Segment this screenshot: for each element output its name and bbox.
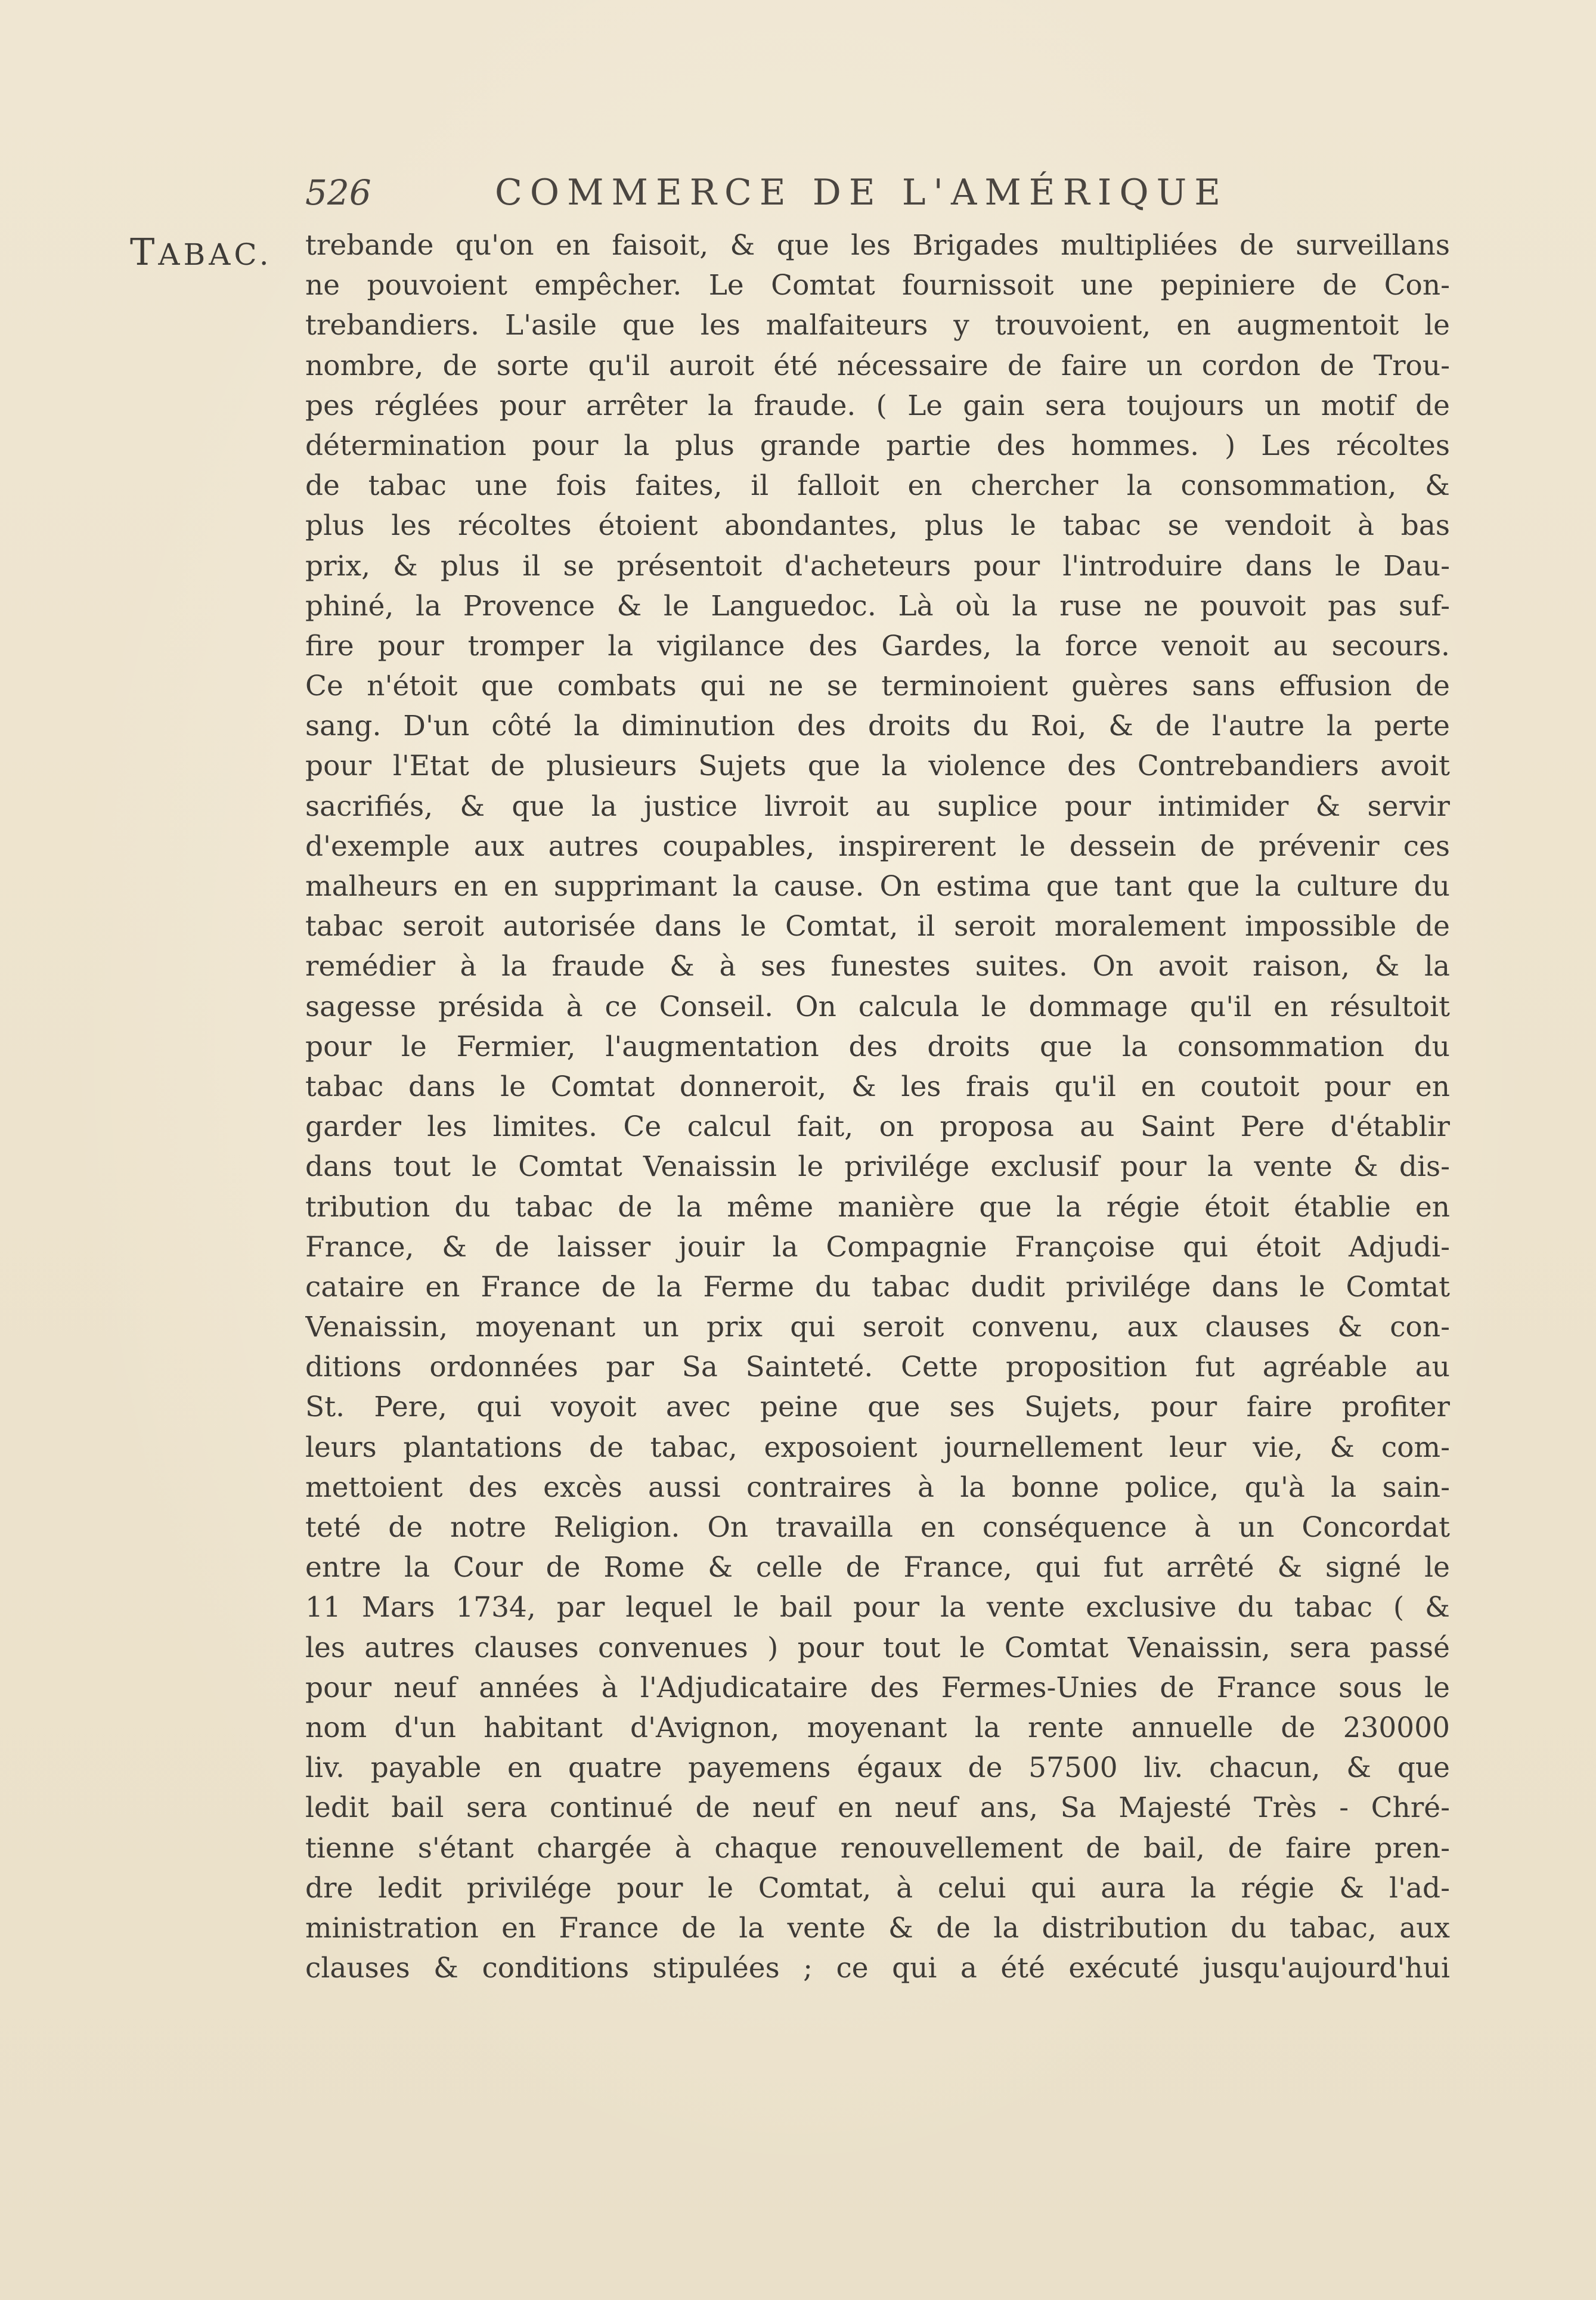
text-line: ministration en France de la vente & de la distribution du tabac, aux [305, 1911, 1450, 1945]
text-line: cataire en France de la Ferme du tabac dudit privilége dans le Comtat [305, 1270, 1450, 1304]
text-line: phiné, la Provence & le Languedoc. Là où la ruse ne pouvoit pas suf- [305, 589, 1450, 623]
text-line: prix, & plus il se présentoit d'acheteurs pour l'introduire dans le Dau- [305, 549, 1450, 583]
text-line: tienne s'étant chargée à chaque renouvellement de bail, de faire pren- [305, 1831, 1450, 1865]
text-line: trebandiers. L'asile que les malfaiteurs y trouvoient, en augmentoit le [305, 309, 1450, 342]
page-number: 526 [305, 172, 371, 213]
text-line: nombre, de sorte qu'il auroit été nécessaire de faire un cordon de Trou- [305, 349, 1450, 382]
text-line: nom d'un habitant d'Avignon, moyenant la rente annuelle de 230000 [305, 1711, 1450, 1744]
text-line: St. Pere, qui voyoit avec peine que ses Sujets, pour faire profiter [305, 1391, 1450, 1424]
text-line: pes réglées pour arrêter la fraude. ( Le gain sera toujours un motif de [305, 389, 1450, 422]
body-text [305, 225, 1450, 1988]
text-line: trebande qu'on en faisoit, & que les Brigades multipliées de surveillans [305, 229, 1450, 262]
page-header [305, 166, 1307, 219]
text-line: les autres clauses convenues ) pour tout le Comtat Venaissin, sera passé [305, 1631, 1450, 1664]
text-line: plus les récoltes étoient abondantes, plus le tabac se vendoit à bas [305, 509, 1450, 543]
text-line: mettoient des excès aussi contraires à la bonne police, qu'à la sain- [305, 1471, 1450, 1504]
text-line: pour l'Etat de plusieurs Sujets que la violence des Contrebandiers avoit [305, 750, 1450, 783]
text-line: fire pour tromper la vigilance des Gardes, la force venoit au secours. [305, 629, 1450, 663]
text-line: sang. D'un côté la diminution des droits du Roi, & de l'autre la perte [305, 710, 1450, 743]
text-line: tabac seroit autorisée dans le Comtat, il seroit moralement impossible de [305, 910, 1450, 943]
text-line: Venaissin, moyenant un prix qui seroit convenu, aux clauses & con- [305, 1311, 1450, 1344]
text-line: de tabac une fois faites, il falloit en chercher la consommation, & [305, 469, 1450, 503]
text-line: teté de notre Religion. On travailla en conséquence à un Concordat [305, 1511, 1450, 1544]
text-line: ledit bail sera continué de neuf en neuf ans, Sa Majesté Très - Chré- [305, 1791, 1450, 1825]
text-line: sacrifiés, & que la justice livroit au suplice pour intimider & servir [305, 790, 1450, 823]
text-line: entre la Cour de Rome & celle de France, qui fut arrêté & signé le [305, 1551, 1450, 1584]
text-line: dans tout le Comtat Venaissin le privilége exclusif pour la vente & dis- [305, 1150, 1450, 1184]
text-line: ditions ordonnées par Sa Sainteté. Cette proposition fut agréable au [305, 1351, 1450, 1384]
text-line: Ce n'étoit que combats qui ne se terminoient guères sans effusion de [305, 670, 1450, 703]
margin-note-rest: ABAC. [158, 237, 272, 272]
text-line: ne pouvoient empêcher. Le Comtat fournissoit une pepiniere de Con- [305, 269, 1450, 302]
margin-note-initial: T [130, 230, 159, 274]
text-line: pour le Fermier, l'augmentation des droits que la consommation du [305, 1030, 1450, 1063]
text-line: clauses & conditions stipulées ; ce qui a été exécuté jusqu'aujourd'hui [305, 1952, 1450, 1985]
text-line: dre ledit privilége pour le Comtat, à celui qui aura la régie & l'ad- [305, 1871, 1450, 1905]
text-line: liv. payable en quatre payemens égaux de 57500 liv. chacun, & que [305, 1751, 1450, 1785]
text-line: 11 Mars 1734, par lequel le bail pour la vente exclusive du tabac ( & [305, 1591, 1450, 1624]
text-line: d'exemple aux autres coupables, inspirerent le dessein de prévenir ces [305, 829, 1450, 863]
margin-note [130, 225, 272, 281]
text-line: pour neuf années à l'Adjudicataire des Fermes-Unies de France sous le [305, 1671, 1450, 1704]
text-line: tribution du tabac de la même manière que la régie étoit établie en [305, 1190, 1450, 1224]
text-line: détermination pour la plus grande partie des hommes. ) Les récoltes [305, 429, 1450, 462]
running-head: COMMERCE DE L'AMÉRIQUE [495, 172, 1229, 213]
text-line: remédier à la fraude & à ses funestes suites. On avoit raison, & la [305, 950, 1450, 983]
text-line: sagesse présida à ce Conseil. On calcula le dommage qu'il en résultoit [305, 990, 1450, 1023]
text-line: leurs plantations de tabac, exposoient journellement leur vie, & com- [305, 1431, 1450, 1464]
text-line: France, & de laisser jouir la Compagnie Françoise qui étoit Adjudi- [305, 1230, 1450, 1264]
text-line: tabac dans le Comtat donneroit, & les frais qu'il en coutoit pour en [305, 1070, 1450, 1103]
text-line: malheurs en en supprimant la cause. On estima que tant que la culture du [305, 870, 1450, 903]
text-line: garder les limites. Ce calcul fait, on proposa au Saint Pere d'établir [305, 1110, 1450, 1144]
